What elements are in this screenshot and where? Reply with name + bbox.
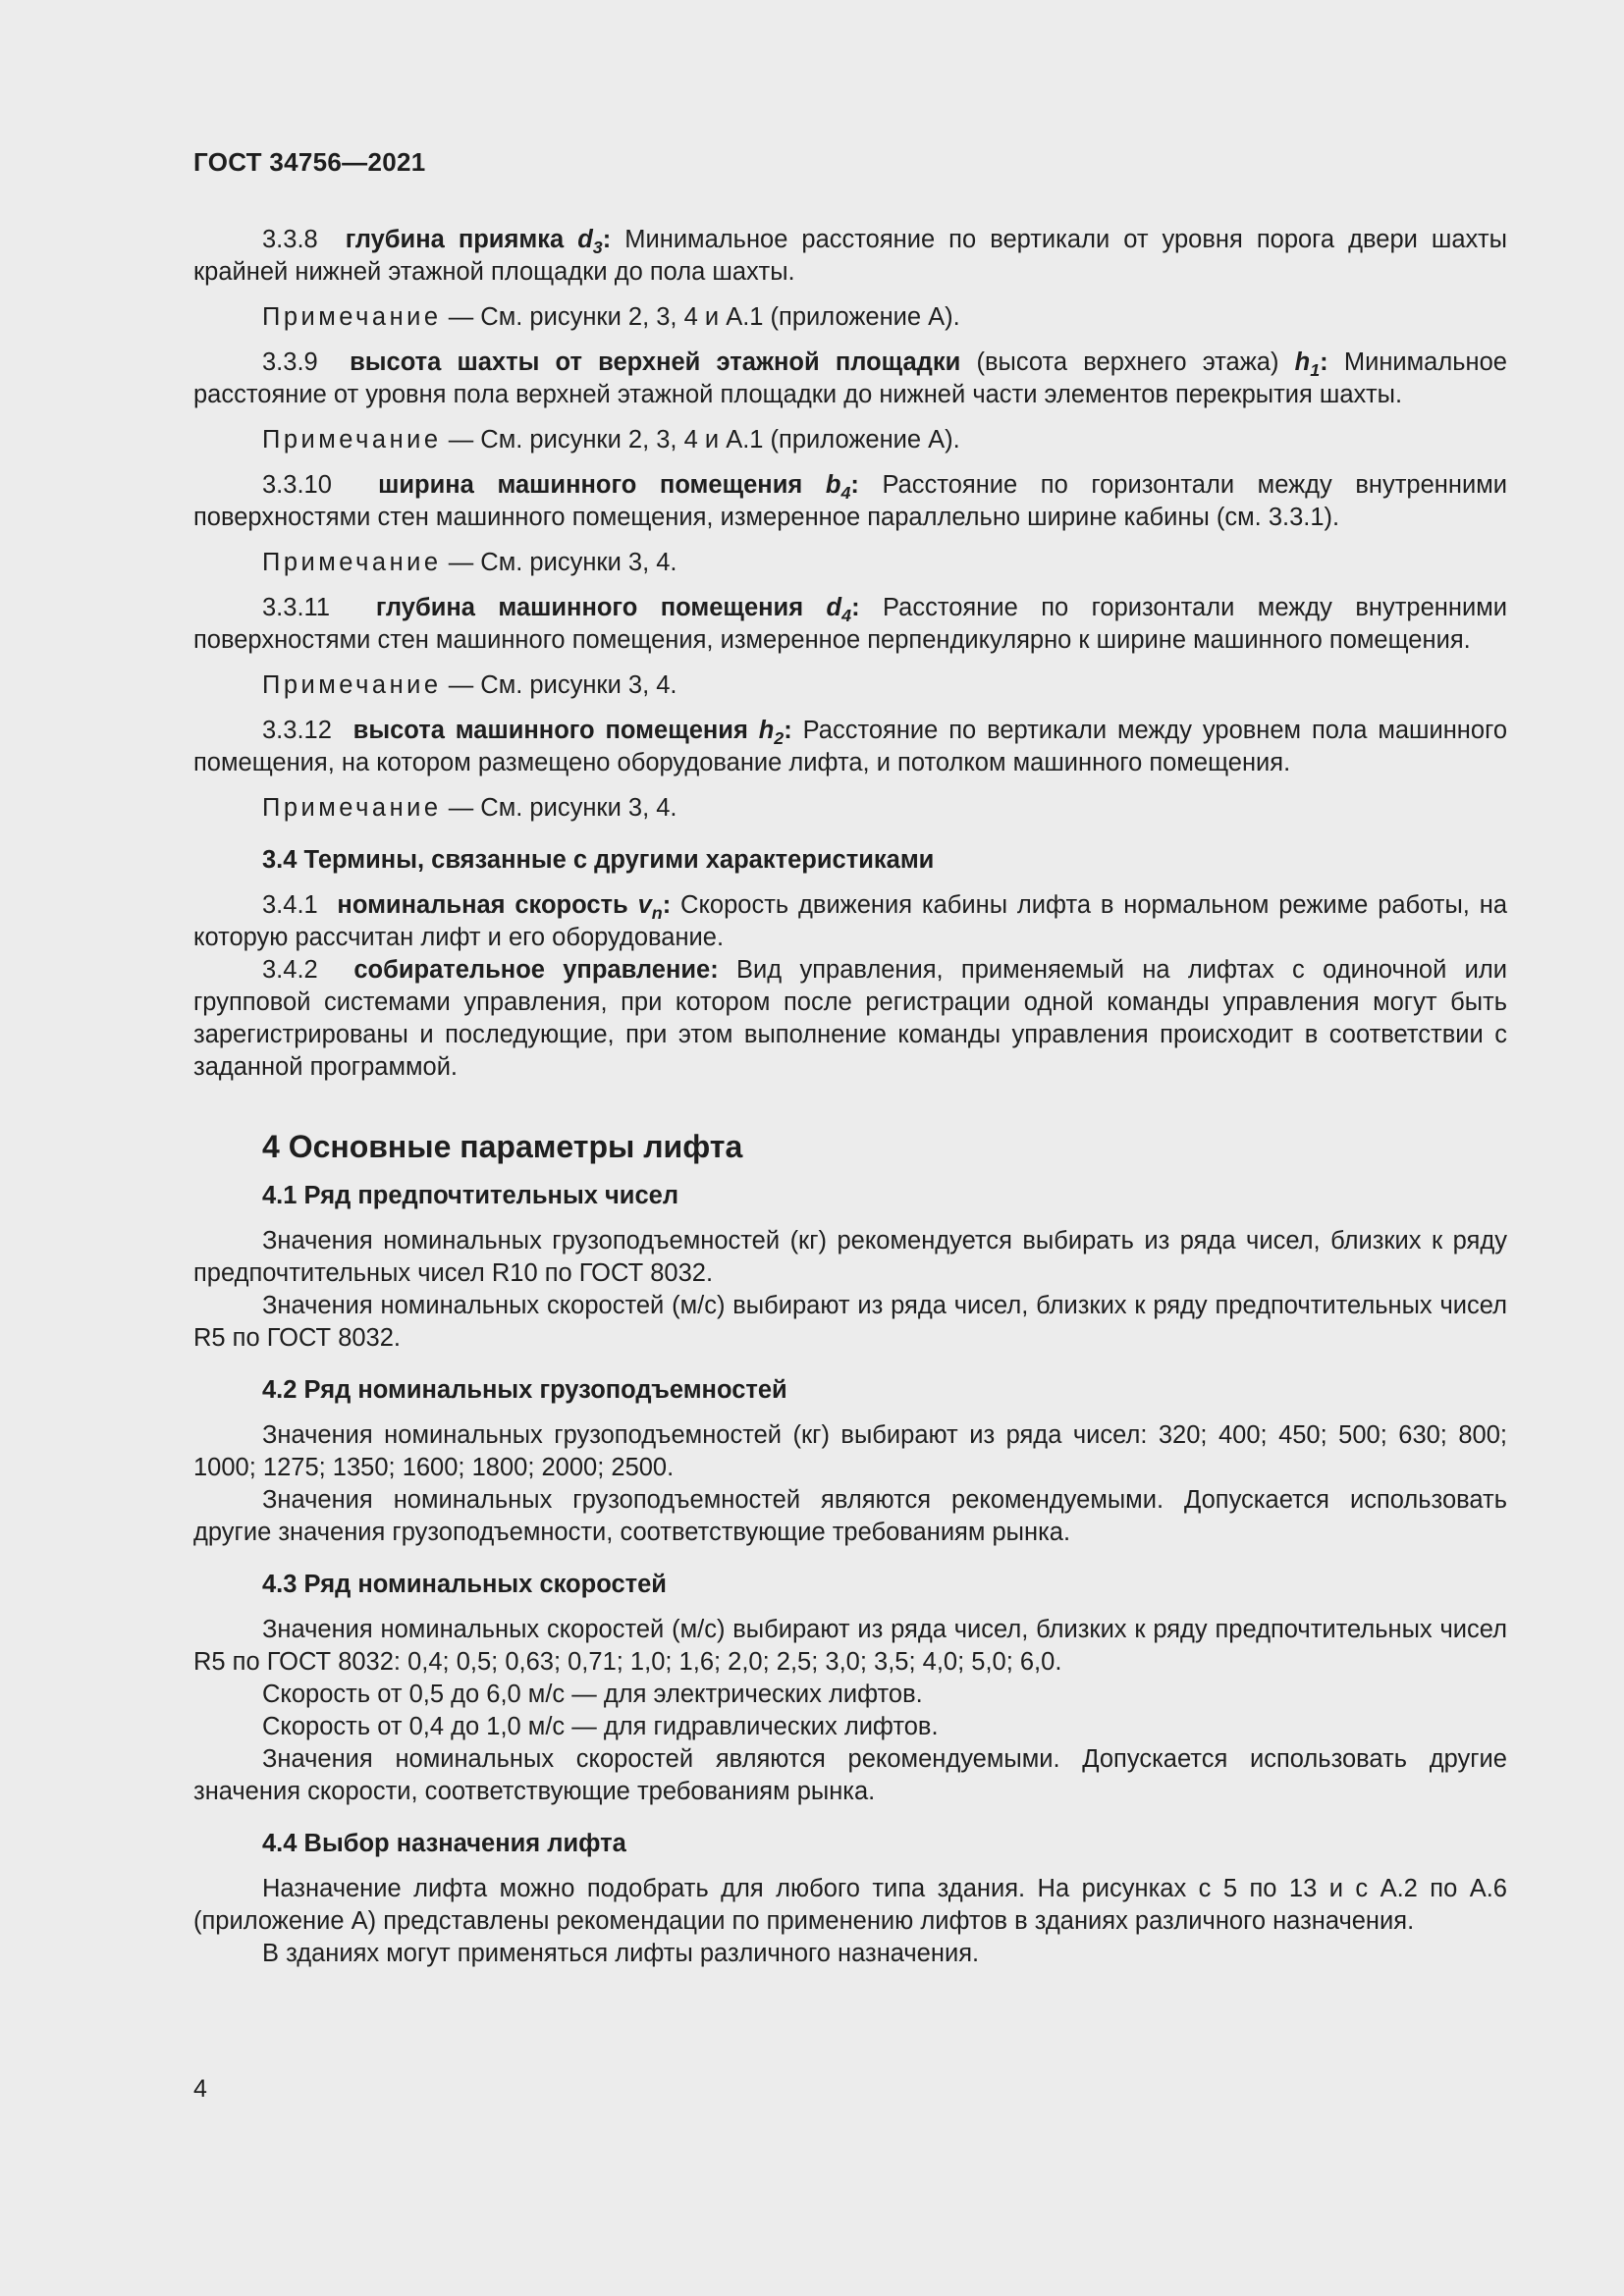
note-3-3-9: Примечание — См. рисунки 2, 3, 4 и А.1 (приложение А). — [262, 426, 960, 454]
clause-3-3-12: 3.3.12 высота машинного помещения $h_2$: Расстояние по вертикали между уровнем пола машинного помещения, на котором размещено оборудование лифта, и потолком машинного помещения. — [193, 717, 1507, 776]
paragraph: Значения номинальных скоростей являются рекомендуемыми. Допускается использовать другие значения скорости, соответствующие требованиям рынка. — [193, 1745, 1507, 1805]
clause-3-3-8: 3.3.8 глубина приямка $d_3$: Минимальное расстояние по вертикали от уровня порога двери шахты крайней нижней этажной площадки до пола шахты. — [193, 226, 1507, 286]
document-body — [193, 224, 1507, 1970]
note-3-3-10: Примечание — См. рисунки 3, 4. — [262, 549, 677, 576]
note-3-3-12: Примечание — См. рисунки 3, 4. — [262, 794, 677, 822]
paragraph: Значения номинальных грузоподъемностей (кг) рекомендуется выбирать из ряда чисел, близких к ряду предпочтительных чисел R10 по ГОСТ 8032. — [193, 1227, 1507, 1287]
clause-3-3-10: 3.3.10 ширина машинного помещения $b_4$: Расстояние по горизонтали между внутренними поверхностями стен машинного помещения, измеренное параллельно ширине кабины (см. 3.3.1). — [193, 471, 1507, 531]
paragraph: Скорость от 0,5 до 6,0 м/с — для электрических лифтов. — [262, 1681, 923, 1708]
paragraph: Скорость от 0,4 до 1,0 м/с — для гидравлических лифтов. — [262, 1713, 939, 1740]
section-heading-4-3: 4.3 Ряд номинальных скоростей — [262, 1571, 667, 1598]
paragraph: В зданиях могут применяться лифты различного назначения. — [262, 1940, 980, 1967]
paragraph: Значения номинальных скоростей (м/с) выбирают из ряда чисел, близких к ряду предпочтительных чисел R5 по ГОСТ 8032: 0,4; 0,5; 0,63; 0,71; 1,0; 1,6; 2,0; 2,5; 3,0; 3,5; 4,0; 5,0; 6,0. — [193, 1616, 1507, 1676]
chapter-heading-4: 4 Основные параметры лифта — [262, 1129, 743, 1164]
clause-3-4-1: 3.4.1 номинальная скорость $v_n$: Скорость движения кабины лифта в нормальном режиме работы, на которую рассчитан лифт и его оборудование. — [193, 891, 1507, 951]
document-header: ГОСТ 34756—2021 — [193, 147, 426, 177]
section-heading-3-4: 3.4 Термины, связанные с другими характеристиками — [262, 846, 935, 874]
clause-3-3-11: 3.3.11 глубина машинного помещения $d_4$: Расстояние по горизонтали между внутренними поверхностями стен машинного помещения, измеренное перпендикулярно к ширине машинного помещения. — [193, 594, 1507, 654]
paragraph: Значения номинальных грузоподъемностей являются рекомендуемыми. Допускается использовать другие значения грузоподъемности, соответствующие требованиям рынка. — [193, 1486, 1507, 1546]
clause-3-4-2: 3.4.2 собирательное управление: Вид управления, применяемый на лифтах с одиночной или групповой системами управления, при котором после регистрации одной команды управления могут быть зарегистрированы и последующие, при этом выполнение команды управления происходит в соответствии с заданной программой. — [193, 956, 1507, 1081]
page-number: 4 — [193, 2075, 207, 2103]
paragraph: Значения номинальных грузоподъемностей (кг) выбирают из ряда чисел: 320; 400; 450; 500; 630; 800; 1000; 1275; 1350; 1600; 1800; 2000; 2500. — [193, 1421, 1507, 1481]
clause-3-3-9: 3.3.9 высота шахты от верхней этажной площадки (высота верхнего этажа) $h_1$: Минимальное расстояние от уровня пола верхней этажной площадки до нижней части элементов перекрытия шахты. — [193, 348, 1507, 408]
paragraph: Значения номинальных скоростей (м/с) выбирают из ряда чисел, близких к ряду предпочтительных чисел R5 по ГОСТ 8032. — [193, 1292, 1507, 1352]
section-heading-4-1: 4.1 Ряд предпочтительных чисел — [262, 1182, 679, 1209]
note-3-3-11: Примечание — См. рисунки 3, 4. — [262, 671, 677, 699]
section-heading-4-4: 4.4 Выбор назначения лифта — [262, 1830, 626, 1857]
note-3-3-8: Примечание — См. рисунки 2, 3, 4 и А.1 (приложение А). — [262, 303, 960, 331]
paragraph: Назначение лифта можно подобрать для любого типа здания. На рисунках с 5 по 13 и с А.2 по А.6 (приложение А) представлены рекомендации по применению лифтов в зданиях различного назначения. — [193, 1875, 1507, 1935]
section-heading-4-2: 4.2 Ряд номинальных грузоподъемностей — [262, 1376, 787, 1404]
term: глубина приямка — [345, 226, 565, 253]
